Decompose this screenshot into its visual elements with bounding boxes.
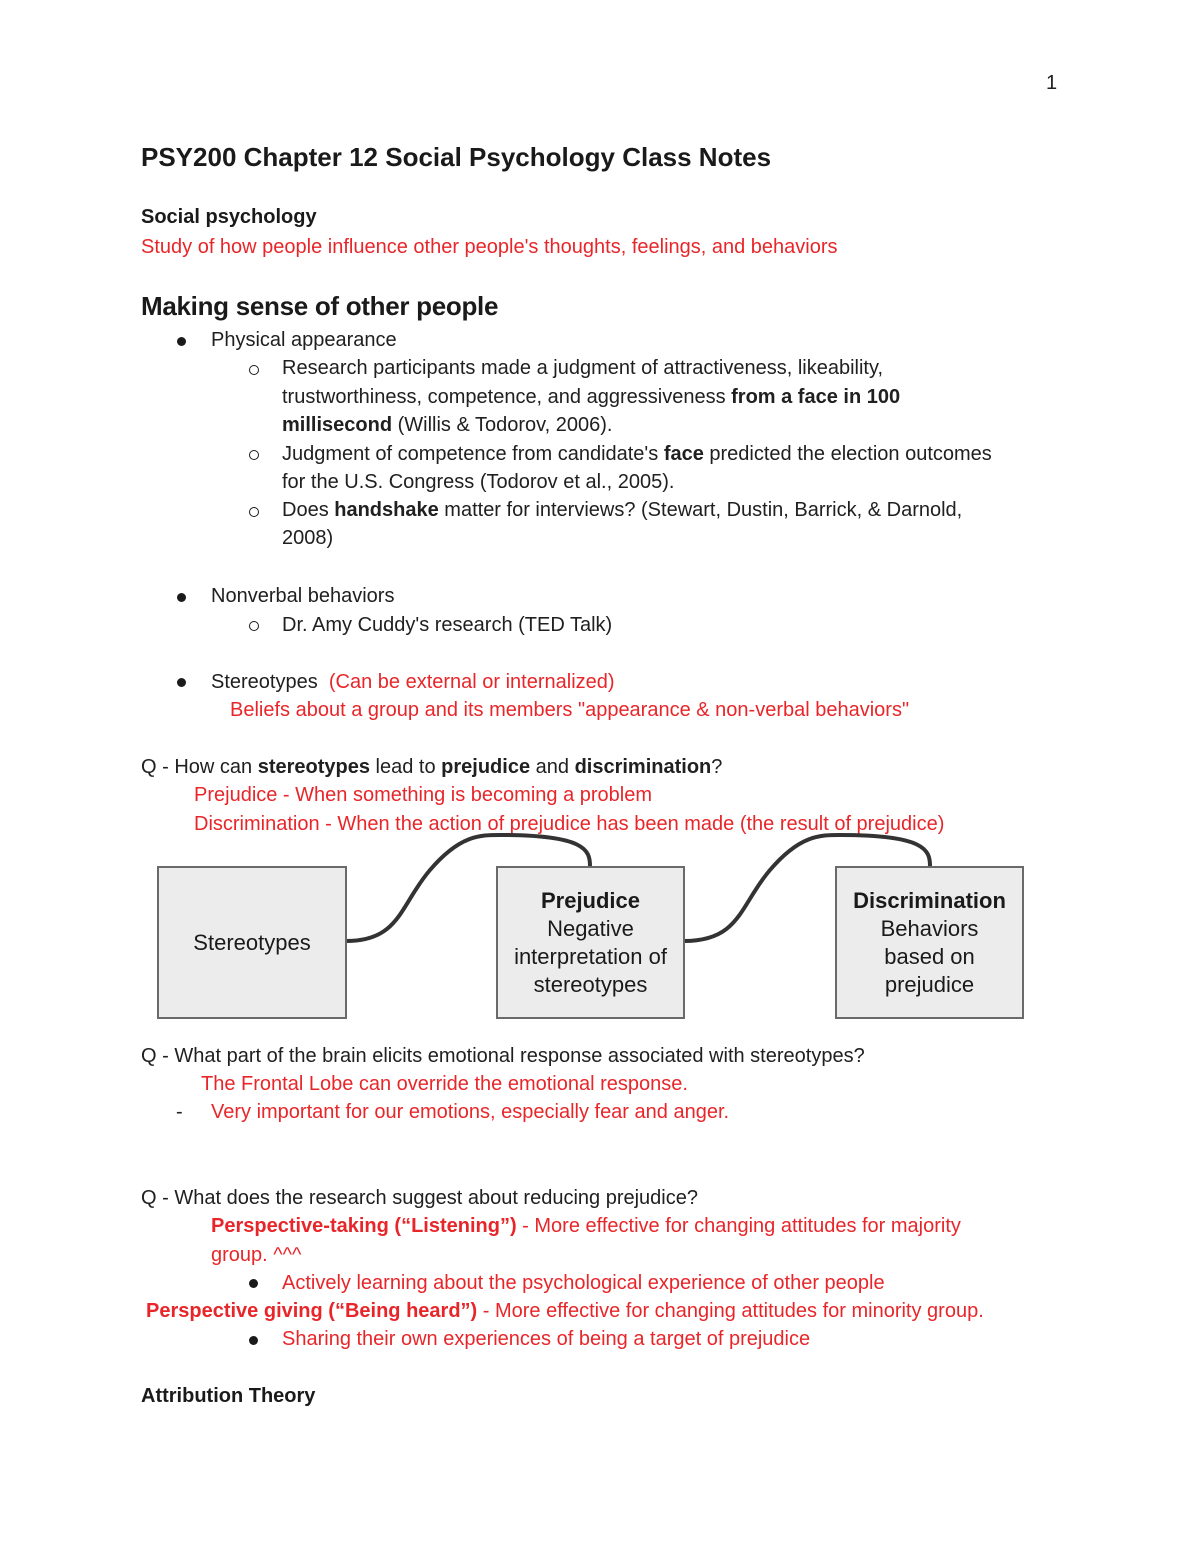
discrimination-box-line2: based on — [884, 943, 975, 969]
page-number: 1 — [1046, 72, 1058, 94]
perspective-taking-bullet: Actively learning about the psychological experience of other people — [282, 1272, 885, 1294]
stereotypes-item: Stereotypes (Can be external or internalized) — [211, 671, 615, 693]
prejudice-box — [496, 866, 685, 1019]
research1-line3: millisecond (Willis & Todorov, 2006). — [282, 414, 613, 436]
research3-line1: Does handshake matter for interviews? (Stewart, Dustin, Barrick, & Darnold, — [282, 499, 963, 521]
prejudice-box-line2: interpretation of — [514, 943, 667, 969]
answer-discrimination: Discrimination - When the action of prejudice has been made (the result of prejudice) — [194, 813, 945, 835]
stereotypes-box — [157, 866, 347, 1019]
perspective-taking-line2: group. ^^^ — [211, 1244, 302, 1266]
discrimination-box-line3: prejudice — [884, 971, 975, 997]
research1-line2: trustworthiness, competence, and aggressiveness from a face in 100 — [282, 386, 901, 408]
perspective-taking-line1: Perspective-taking (“Listening”) - More effective for changing attitudes for majority — [211, 1215, 961, 1237]
social-psych-heading: Social psychology — [141, 206, 317, 228]
answer-emotions: Very important for our emotions, especially fear and anger. — [211, 1101, 730, 1123]
page-title: PSY200 Chapter 12 Social Psychology Class Notes — [141, 142, 772, 172]
prejudice-box-title: Prejudice — [540, 887, 641, 913]
question-1: Q - How can stereotypes lead to prejudice and discrimination? — [141, 756, 723, 778]
physical-appearance-item: Physical appearance — [211, 329, 397, 351]
research1-line1: Research participants made a judgment of attractiveness, likeability, — [282, 357, 884, 379]
perspective-giving-bullet: Sharing their own experiences of being a target of prejudice — [282, 1328, 811, 1350]
research3-line2: 2008) — [282, 527, 334, 549]
prejudice-box-line3: stereotypes — [533, 971, 648, 997]
question-3: Q - What does the research suggest about reducing prejudice? — [141, 1187, 698, 1209]
answer-prejudice: Prejudice - When something is becoming a problem — [194, 784, 652, 806]
research2-line2: for the U.S. Congress (Todorov et al., 2005). — [282, 471, 675, 493]
social-psych-definition: Study of how people influence other people's thoughts, feelings, and behaviors — [141, 236, 838, 258]
nonverbal-item: Nonverbal behaviors — [211, 585, 395, 607]
bullet-disc-icon — [249, 1279, 258, 1288]
prejudice-box-line1: Negative — [547, 915, 634, 941]
discrimination-box-title: Discrimination — [853, 887, 1006, 913]
cuddy-item: Dr. Amy Cuddy's research (TED Talk) — [282, 614, 613, 636]
answer-frontal-lobe: The Frontal Lobe can override the emotional response. — [201, 1073, 688, 1095]
perspective-giving-line: Perspective giving (“Being heard”) - More effective for changing attitudes for minority group. — [146, 1300, 984, 1322]
attribution-heading: Attribution Theory — [141, 1385, 316, 1407]
discrimination-box — [835, 866, 1024, 1019]
bullet-disc-icon — [249, 1336, 258, 1345]
question-2: Q - What part of the brain elicits emotional response associated with stereotypes? — [141, 1045, 865, 1067]
discrimination-box-line1: Behaviors — [880, 915, 979, 941]
research2-line1: Judgment of competence from candidate's face predicted the election outcomes — [282, 443, 992, 465]
stereotypes-box-label: Stereotypes — [193, 929, 311, 955]
stereotypes-definition: Beliefs about a group and its members "appearance & non-verbal behaviors" — [230, 699, 910, 721]
dash-marker: - — [176, 1101, 183, 1123]
making-sense-heading: Making sense of other people — [141, 291, 499, 321]
